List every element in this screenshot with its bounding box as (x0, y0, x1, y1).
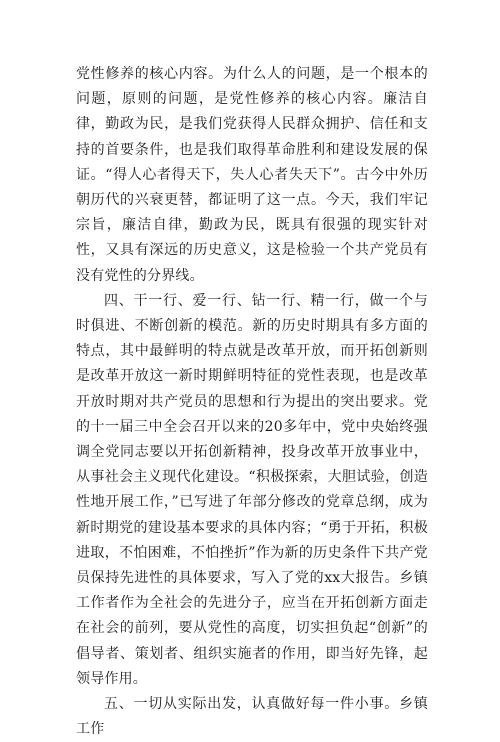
paragraph-3: 五、一切从实际出发，认真做好每一件小事。乡镇工作 (76, 696, 428, 738)
document-body (76, 62, 428, 742)
paragraph-1: 党性修养的核心内容。为什么人的问题，是一个根本的问题，原则的问题，是党性修养的核心内容。廉洁自律，勤政为民，是我们党获得人民群众拥护、信任和支持的首要条件，也是我们取得革命胜利和建设发展的保证。“得人心者得天下，失人心者失天下”。古今中外历朝历代的兴衰更替，都证明了这一点。今天，我们牢记宗旨，廉洁自律，勤政为民，既具有很强的现实针对性，又具有深远的历史意义，这是检验一个共产党员有没有党性的分界线。 (76, 66, 428, 284)
paragraph-2: 四、干一行、爱一行、钻一行、精一行，做一个与时俱进、不断创新的模范。新的历史时期具有多方面的特点，其中最鲜明的特点就是改革开放，而开拓创新则是改革开放这一新时期鲜明特征的党性表现，也是改革开放时期对共产党员的思想和行为提出的突出要求。党的十一届三中全会召开以来的20多年中，党中央始终强调全党同志要以开拓创新精神，投身改革开放事业中，从事社会主义现代化建设。“积极探索，大胆试验，创造性地开展工作，”已写进了年部分修改的党章总纲，成为新时期党的建设基本要求的具体内容；“勇于开拓，积极进取，不怕困难，不怕挫折”作为新的历史条件下共产党员保持先进性的具体要求，写入了党的xx大报告。乡镇工作者作为全社会的先进分子，应当在开拓创新方面走在社会的前列，要从党性的高度，切实担负起“创新”的倡导者、策划者、组织实施者的作用，即当好先锋，起领导作用。 (76, 292, 428, 687)
